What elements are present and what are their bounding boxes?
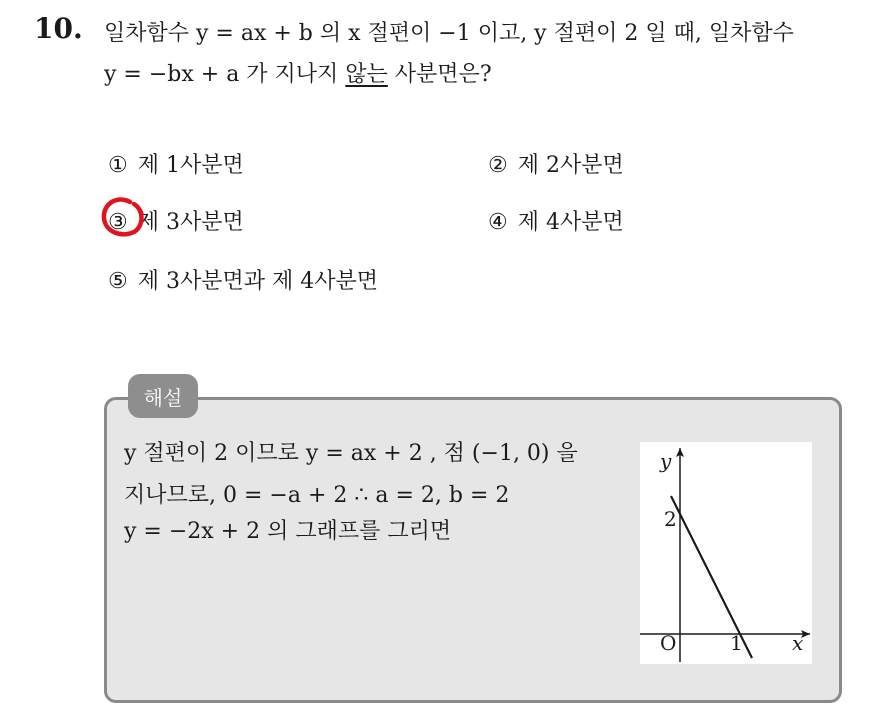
choice-label: 제 3사분면 <box>137 210 244 235</box>
choice-label: 제 2사분면 <box>517 153 624 178</box>
question-text-part: 사분면은? <box>387 62 492 87</box>
question-text-part: y = −bx + a 가 지나지 <box>104 62 346 87</box>
solution-line-3: y = −2x + 2 의 그래프를 그리면 <box>124 519 452 544</box>
choice-5[interactable] <box>108 264 378 295</box>
choice-4[interactable] <box>488 205 624 236</box>
question-text-line-1: 일차함수 y = ax + b 의 x 절편이 −1 이고, y 절편이 2 일 때, 일차함수 <box>104 21 794 46</box>
choice-2[interactable] <box>488 148 624 179</box>
x-axis-label: x <box>792 631 804 655</box>
choice-label: 제 4사분면 <box>517 210 624 235</box>
answer-circle-icon <box>100 196 146 240</box>
choice-label: 제 3사분면과 제 4사분면 <box>137 269 378 294</box>
solution-tag: 해설 <box>128 374 198 418</box>
choice-mark: ③ <box>108 210 128 235</box>
choice-mark: ④ <box>488 210 508 235</box>
x-intercept-label: 1 <box>730 631 743 655</box>
question-number: 10. <box>34 12 83 45</box>
origin-label: O <box>660 631 677 655</box>
choice-mark: ⑤ <box>108 269 128 294</box>
y-intercept-label: 2 <box>664 507 677 531</box>
underlined-word: 않는 <box>345 62 388 87</box>
solution-line-2: 지나므로, 0 = −a + 2 ∴ a = 2, b = 2 <box>124 483 510 508</box>
y-axis-label: y <box>660 449 672 473</box>
choice-mark: ① <box>108 153 128 178</box>
choice-mark: ② <box>488 153 508 178</box>
choice-label: 제 1사분면 <box>137 153 244 178</box>
solution-graph <box>640 442 812 664</box>
solution-line-1: y 절편이 2 이므로 y = ax + 2 , 점 (−1, 0) 을 <box>124 441 578 466</box>
question-text-line-2 <box>104 57 492 88</box>
choice-1[interactable] <box>108 148 244 179</box>
